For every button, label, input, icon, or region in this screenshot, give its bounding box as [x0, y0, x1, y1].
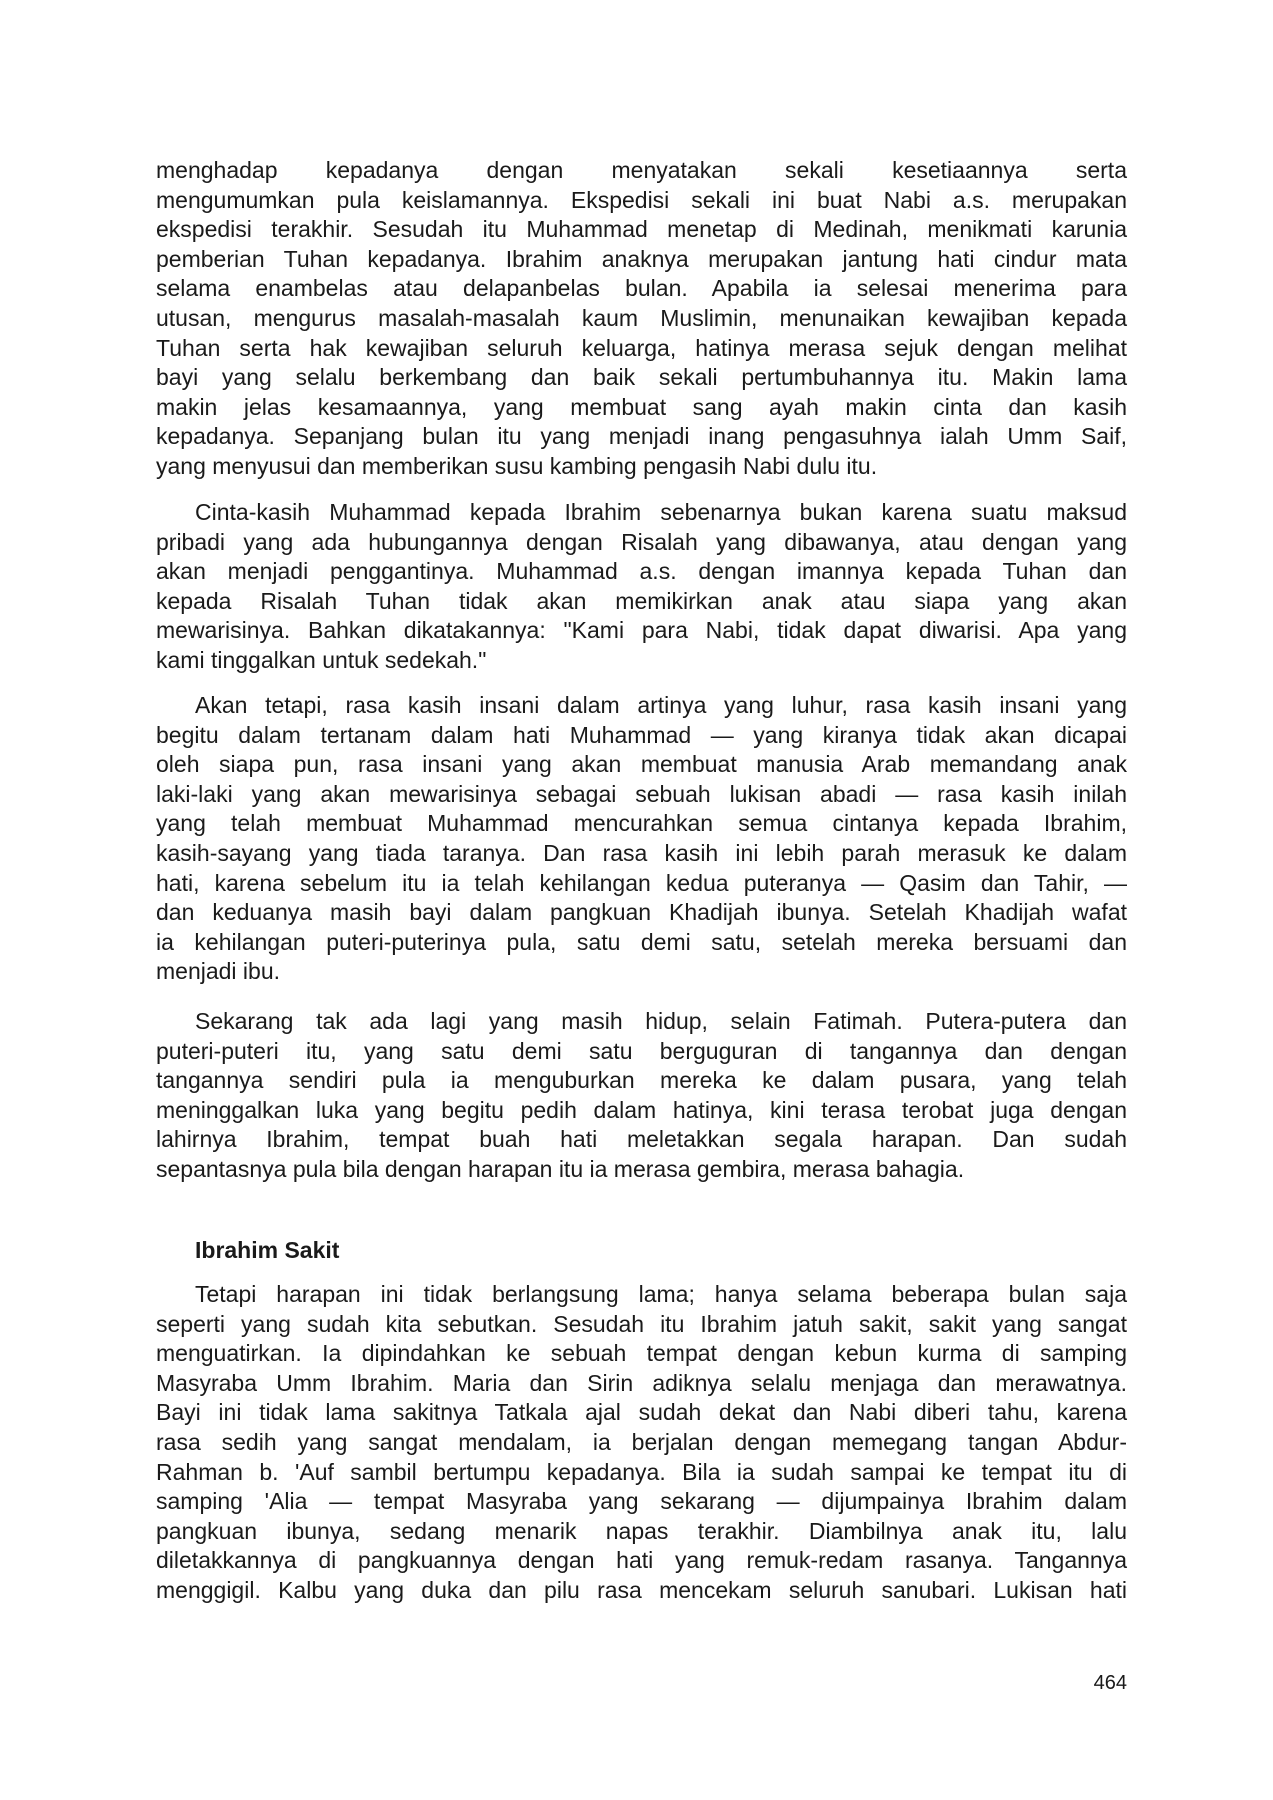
- section-heading: Ibrahim Sakit: [195, 1237, 340, 1263]
- paragraph-3: [156, 691, 1127, 987]
- paragraph-1: [156, 156, 1127, 482]
- text-line: pangkuan ibunya, sedang menarik napas terakhir. Diambilnya anak itu, lalu: [156, 1517, 1127, 1544]
- text-line: mewarisinya. Bahkan dikatakannya: "Kami para Nabi, tidak dapat diwarisi. Apa yang: [156, 617, 1127, 644]
- text-line: menjadi ibu.: [156, 958, 281, 985]
- text-line: lahirnya Ibrahim, tempat buah hati meletakkan segala harapan. Dan sudah: [156, 1126, 1127, 1153]
- text-line: menggigil. Kalbu yang duka dan pilu rasa mencekam seluruh sanubari. Lukisan hati: [156, 1576, 1127, 1603]
- text-line: menghadap kepadanya dengan menyatakan sekali kesetiaannya serta: [156, 157, 1127, 183]
- text-line: Rahman b. 'Auf sambil bertumpu kepadanya. Bila ia sudah sampai ke tempat itu di: [156, 1458, 1127, 1485]
- text-line: pribadi yang ada hubungannya dengan Risalah yang dibawanya, atau dengan yang: [156, 528, 1127, 555]
- text-line: kami tinggalkan untuk sedekah.": [156, 646, 487, 673]
- text-line: Tetapi harapan ini tidak berlangsung lama; hanya selama beberapa bulan saja: [195, 1281, 1127, 1307]
- paragraph-5: [156, 1280, 1127, 1606]
- text-line: bayi yang selalu berkembang dan baik sekali pertumbuhannya itu. Makin lama: [156, 364, 1127, 391]
- text-line: dan keduanya masih bayi dalam pangkuan Khadijah ibunya. Setelah Khadijah wafat: [156, 899, 1127, 926]
- text-line: menguatirkan. Ia dipindahkan ke sebuah tempat dengan kebun kurma di samping: [156, 1340, 1127, 1367]
- page-number: 464: [1093, 1672, 1127, 1694]
- text-line: hati, karena sebelum itu ia telah kehilangan kedua puteranya — Qasim dan Tahir, —: [156, 869, 1127, 896]
- text-line: kepada Risalah Tuhan tidak akan memikirkan anak atau siapa yang akan: [156, 587, 1127, 614]
- text-line: Masyraba Umm Ibrahim. Maria dan Sirin adiknya selalu menjaga dan merawatnya.: [156, 1369, 1127, 1396]
- text-line: akan menjadi penggantinya. Muhammad a.s. dengan imannya kepada Tuhan dan: [156, 558, 1127, 585]
- text-line: Cinta-kasih Muhammad kepada Ibrahim sebenarnya bukan karena suatu maksud: [195, 499, 1127, 525]
- text-line: makin jelas kesamaannya, yang membuat sang ayah makin cinta dan kasih: [156, 393, 1127, 420]
- text-line: ekspedisi terakhir. Sesudah itu Muhammad menetap di Medinah, menikmati karunia: [156, 216, 1127, 243]
- text-line: Akan tetapi, rasa kasih insani dalam artinya yang luhur, rasa kasih insani yang: [195, 692, 1127, 718]
- text-line: rasa sedih yang sangat mendalam, ia berjalan dengan memegang tangan Abdur-: [156, 1428, 1127, 1455]
- text-line: meninggalkan luka yang begitu pedih dalam hatinya, kini terasa terobat juga dengan: [156, 1096, 1127, 1123]
- text-line: samping 'Alia — tempat Masyraba yang sekarang — dijumpainya Ibrahim dalam: [156, 1488, 1127, 1515]
- text-line: puteri-puteri itu, yang satu demi satu berguguran di tangannya dan dengan: [156, 1037, 1127, 1064]
- text-line: selama enambelas atau delapanbelas bulan. Apabila ia selesai menerima para: [156, 275, 1127, 302]
- text-line: Tuhan serta hak kewajiban seluruh keluarga, hatinya merasa sejuk dengan melihat: [156, 334, 1127, 361]
- text-line: Bayi ini tidak lama sakitnya Tatkala ajal sudah dekat dan Nabi diberi tahu, karena: [156, 1399, 1127, 1426]
- text-line: oleh siapa pun, rasa insani yang akan membuat manusia Arab memandang anak: [156, 751, 1127, 778]
- text-line: laki-laki yang akan mewarisinya sebagai sebuah lukisan abadi — rasa kasih inilah: [156, 780, 1127, 807]
- text-line: kepadanya. Sepanjang bulan itu yang menjadi inang pengasuhnya ialah Umm Saif,: [156, 423, 1127, 450]
- text-line: tangannya sendiri pula ia menguburkan mereka ke dalam pusara, yang telah: [156, 1067, 1127, 1094]
- paragraph-2: [156, 498, 1127, 676]
- text-line: begitu dalam tertanam dalam hati Muhammad — yang kiranya tidak akan dicapai: [156, 721, 1127, 748]
- text-line: yang telah membuat Muhammad mencurahkan semua cintanya kepada Ibrahim,: [156, 810, 1127, 837]
- text-line: mengumumkan pula keislamannya. Ekspedisi sekali ini buat Nabi a.s. merupakan: [156, 186, 1127, 213]
- text-line: yang menyusui dan memberikan susu kambing pengasih Nabi dulu itu.: [156, 452, 878, 479]
- text-line: utusan, mengurus masalah-masalah kaum Muslimin, menunaikan kewajiban kepada: [156, 304, 1127, 331]
- text-line: pemberian Tuhan kepadanya. Ibrahim anaknya merupakan jantung hati cindur mata: [156, 245, 1127, 272]
- paragraph-4: [156, 1007, 1127, 1185]
- text-line: diletakkannya di pangkuannya dengan hati yang remuk-redam rasanya. Tangannya: [156, 1547, 1127, 1574]
- text-line: kasih-sayang yang tiada taranya. Dan rasa kasih ini lebih parah merasuk ke dalam: [156, 839, 1127, 866]
- text-line: ia kehilangan puteri-puterinya pula, satu demi satu, setelah mereka bersuami dan: [156, 928, 1127, 955]
- text-line: Sekarang tak ada lagi yang masih hidup, selain Fatimah. Putera-putera dan: [195, 1008, 1127, 1034]
- text-line: sepantasnya pula bila dengan harapan itu ia merasa gembira, merasa bahagia.: [156, 1155, 965, 1182]
- text-line: seperti yang sudah kita sebutkan. Sesudah itu Ibrahim jatuh sakit, sakit yang sangat: [156, 1310, 1127, 1337]
